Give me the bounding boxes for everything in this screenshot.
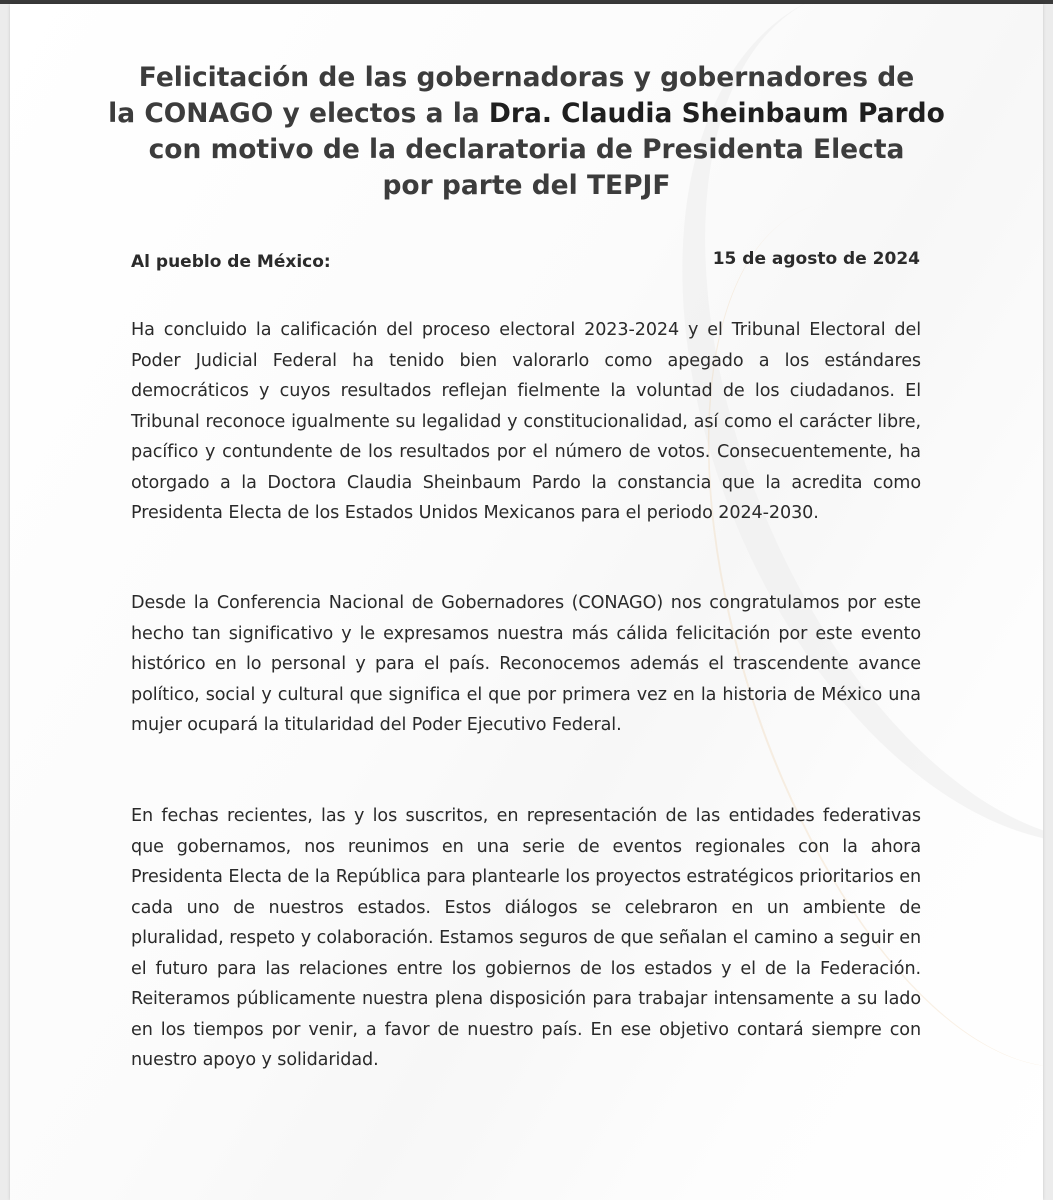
title-line-2 [80, 96, 973, 132]
document-page [10, 4, 1043, 1200]
title-line-4: por parte del TEPJF [382, 170, 671, 201]
document-title [80, 60, 973, 204]
title-line-2-prefix: la CONAGO y electos a la [108, 98, 489, 129]
salutation: Al pueblo de México: [131, 252, 331, 272]
paragraph-1: Ha concluido la calificación del proceso electoral 2023-2024 y el Tribunal Electoral del Poder Judicial Federal ha tenido bien valorarlo como apegado a los estándares democráticos y cuyos resultados reflejan fielmente la voluntad de los ciudadanos. El Tribunal reconoce igualmente su legalidad y constitucionalidad, así como el carácter libre, pacífico y contundente de los resultados por el número de votos. Consecuentemente, ha otorgado a la Doctora Claudia Sheinbaum Pardo la constancia que la acredita como Presidenta Electa de los Estados Unidos Mexicanos para el periodo 2024-2030. [131, 320, 921, 523]
title-recipient-name: Dra. Claudia Sheinbaum Pardo [488, 98, 945, 129]
document-date: 15 de agosto de 2024 [712, 249, 920, 269]
paragraph-2: Desde la Conferencia Nacional de Gobernadores (CONAGO) nos congratulamos por este hecho tan significativo y le expresamos nuestra más cálida felicitación por este evento histórico en lo personal y para el país. Reconocemos además el trascendente avance político, social y cultural que significa el que por primera vez en la historia de México una mujer ocupará la titularidad del Poder Ejecutivo Federal. [131, 593, 921, 735]
title-line-1: Felicitación de las gobernadoras y gobernadores de [138, 62, 915, 93]
paragraph-3: En fechas recientes, las y los suscritos, en representación de las entidades federativas que gobernamos, nos reunimos en una serie de eventos regionales con la ahora Presidenta Electa de la República para plantearle los proyectos estratégicos prioritarios en cada uno de nuestros estados. Estos diálogos se celebraron en un ambiente de pluralidad, respeto y colaboración. Estamos seguros de que señalan el camino a seguir en el futuro para las relaciones entre los gobiernos de los estados y el de la Federación. Reiteramos públicamente nuestra plena disposición para trabajar intensamente a su lado en los tiempos por venir, a favor de nuestro país. En ese objetivo contará siempre con nuestro apoyo y solidaridad. [131, 806, 921, 1070]
title-line-3: con motivo de la declaratoria de Presidenta Electa [148, 134, 905, 165]
